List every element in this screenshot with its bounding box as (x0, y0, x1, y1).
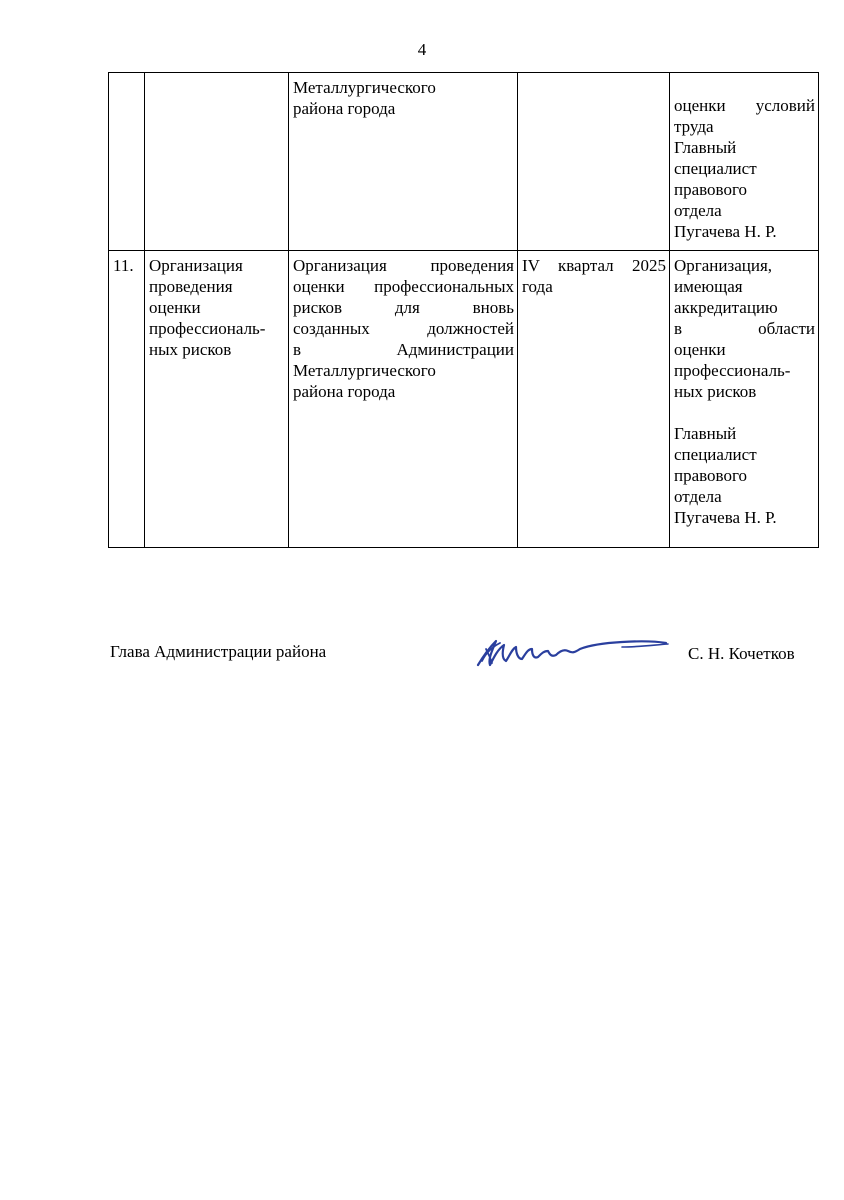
deadline-line: IV квартал 2025 (522, 256, 666, 275)
responsible-line: оценки условий (674, 96, 815, 115)
responsible-line: имеющая (674, 277, 743, 296)
content-line: созданных должностей (293, 319, 514, 338)
cell-deadline (518, 73, 670, 251)
responsible-line: специалист (674, 159, 757, 178)
responsible-line: Главный (674, 138, 737, 157)
table-row-continuation (109, 73, 819, 251)
responsible-line: профессиональ- (674, 361, 791, 380)
content-line: Металлургического (293, 78, 436, 97)
cell-content (289, 73, 518, 251)
cell-event (145, 73, 289, 251)
responsible-line: Пугачева Н. Р. (674, 508, 777, 527)
responsible-line: Организация, (674, 256, 773, 275)
responsible-line: отдела (674, 487, 722, 506)
cell-responsible (670, 251, 819, 548)
handwritten-signature (472, 625, 672, 673)
responsible-line: правового (674, 466, 748, 485)
cell-event (145, 251, 289, 548)
event-line: ных рисков (149, 340, 232, 359)
plan-table (108, 72, 819, 548)
signatory-name: С. Н. Кочетков (688, 644, 795, 663)
content-line: оценки профессиональных (293, 277, 514, 296)
event-line: профессиональ- (149, 319, 266, 338)
responsible-line: аккредитацию (674, 298, 778, 317)
table-row-11 (109, 251, 819, 548)
content-line: в Администрации (293, 340, 514, 359)
content-line: района города (293, 99, 396, 118)
deadline-line: года (522, 277, 553, 296)
event-line: проведения (149, 277, 233, 296)
event-line: оценки (149, 298, 201, 317)
responsible-line: труда (674, 117, 714, 136)
event-line: Организация (149, 256, 243, 275)
cell-number (109, 73, 145, 251)
content-line: Металлургического (293, 361, 436, 380)
content-line: Организация проведения (293, 256, 514, 275)
responsible-line: оценки (674, 340, 726, 359)
responsible-line: отдела (674, 201, 722, 220)
cell-number: 11. (109, 251, 145, 548)
responsible-line: Пугачева Н. Р. (674, 222, 777, 241)
responsible-line: специалист (674, 445, 757, 464)
responsible-line: в области (674, 319, 815, 338)
cell-responsible (670, 73, 819, 251)
page-number: 4 (417, 40, 427, 59)
blank-line (674, 402, 815, 423)
cell-content (289, 251, 518, 548)
cell-deadline (518, 251, 670, 548)
content-line: рисков для вновь (293, 298, 514, 317)
responsible-line: Главный (674, 424, 737, 443)
responsible-line: ных рисков (674, 382, 757, 401)
signatory-title: Глава Администрации района (110, 642, 327, 661)
content-line: района города (293, 382, 396, 401)
responsible-line: правового (674, 180, 748, 199)
